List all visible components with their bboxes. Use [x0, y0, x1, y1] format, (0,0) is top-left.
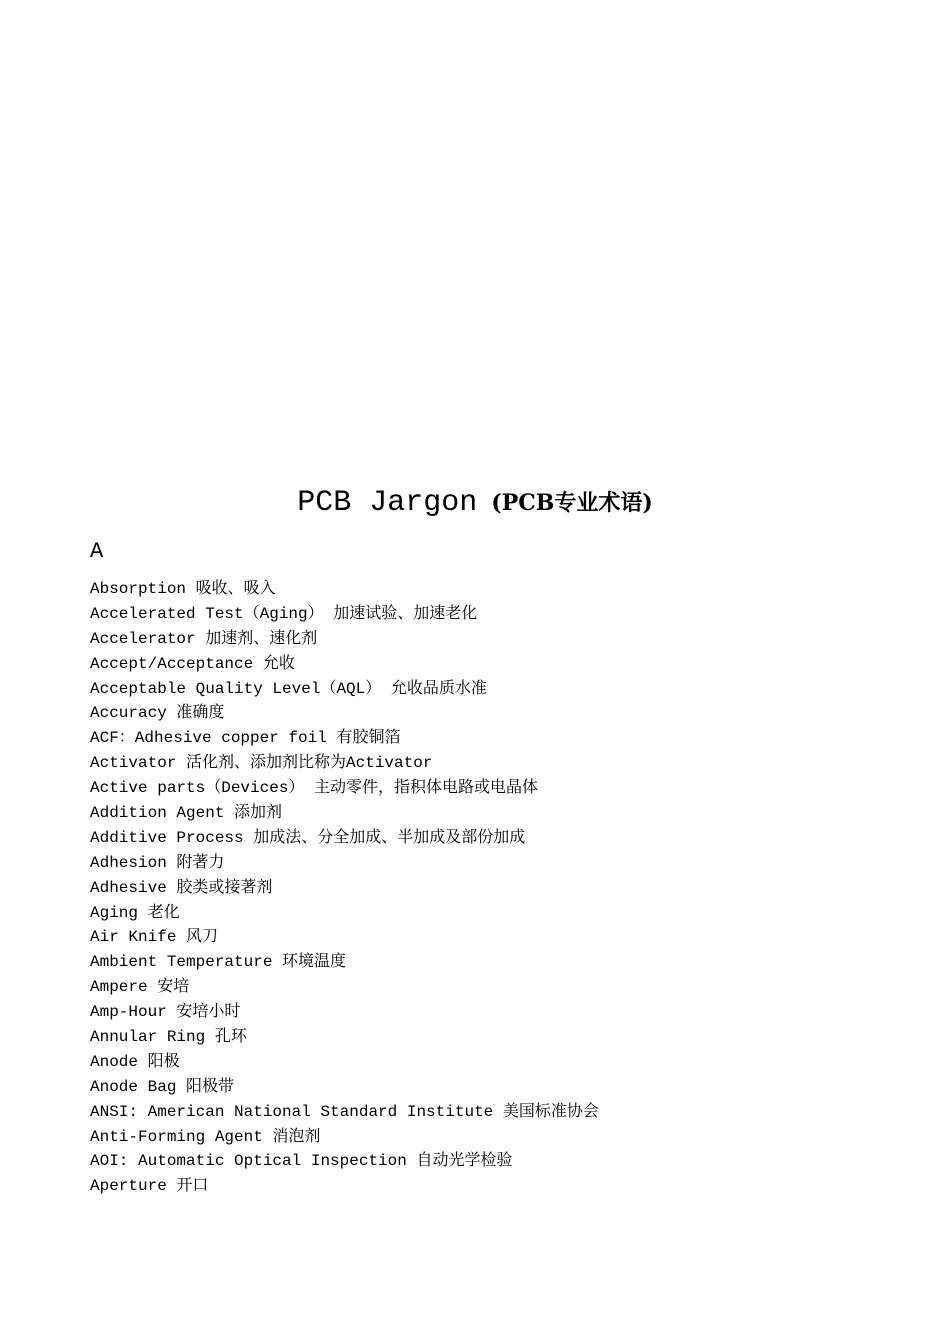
glossary-term: Active parts（Devices） 主动零件，指积体电路或电晶体	[90, 779, 539, 798]
glossary-term: Air Knife 风刀	[90, 928, 219, 947]
glossary-term: Ampere 安培	[90, 978, 190, 997]
glossary-term: Adhesion 附著力	[90, 853, 225, 872]
glossary-term: Activator 活化剂、添加剂比称为Activator	[90, 754, 433, 773]
glossary-term: Adhesive 胶类或接著剂	[90, 878, 273, 897]
glossary-term: Annular Ring 孔环	[90, 1028, 247, 1047]
glossary-term: Accelerated Test（Aging） 加速试验、加速老化	[90, 604, 478, 623]
glossary-term: Additive Process 加成法、分全加成、半加成及部份加成	[90, 828, 526, 847]
glossary-term: ACF：Adhesive copper foil 有胶铜箔	[90, 729, 401, 748]
glossary-term: Accept/Acceptance 允收	[90, 654, 295, 673]
glossary-term-list	[90, 577, 599, 1199]
glossary-term: Ambient Temperature 环境温度	[90, 953, 347, 972]
glossary-term: Aging 老化	[90, 903, 180, 922]
title-subtitle: (PCB专业术语)	[491, 490, 653, 516]
page-title	[0, 483, 950, 525]
glossary-term: Amp-Hour 安培小时	[90, 1003, 241, 1022]
glossary-term: Acceptable Quality Level（AQL） 允收品质水准	[90, 679, 487, 698]
glossary-term: Aperture 开口	[90, 1177, 209, 1196]
glossary-term: Absorption 吸收、吸入	[90, 580, 276, 598]
glossary-term: Anode 阳极	[90, 1052, 180, 1071]
section-heading: A	[90, 539, 104, 564]
glossary-term: Addition Agent 添加剂	[90, 804, 283, 823]
glossary-term: Anti-Forming Agent 消泡剂	[90, 1127, 321, 1146]
glossary-term: ANSI: American National Standard Institute 美国标准协会	[90, 1102, 599, 1121]
glossary-term: Accelerator 加速剂、速化剂	[90, 629, 318, 648]
glossary-term: Anode Bag 阳极带	[90, 1077, 235, 1096]
glossary-term: Accuracy 准确度	[90, 704, 225, 723]
title-main: PCB Jargon	[297, 486, 478, 520]
glossary-term: AOI: Automatic Optical Inspection 自动光学检验	[90, 1152, 513, 1171]
